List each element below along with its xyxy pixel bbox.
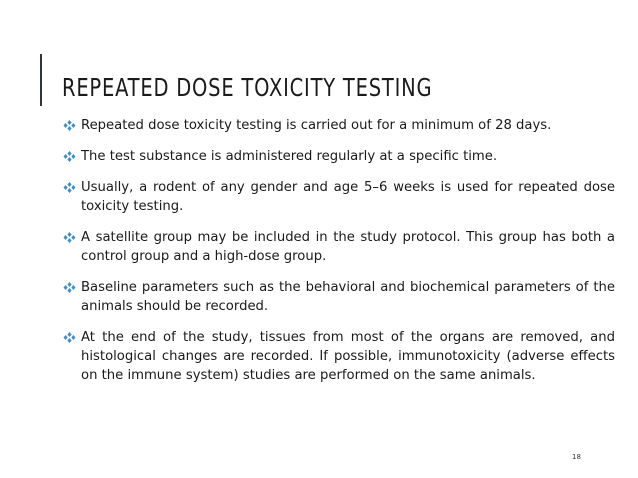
bullet-list — [63, 116, 615, 397]
four-diamond-icon — [63, 151, 76, 162]
four-diamond-icon — [63, 120, 76, 131]
bullet-text: Repeated dose toxicity testing is carried out for a minimum of 28 days. — [81, 118, 552, 133]
bullet-item — [63, 278, 615, 316]
bullet-item — [63, 228, 615, 266]
bullet-item — [63, 328, 615, 385]
four-diamond-icon — [63, 332, 76, 343]
four-diamond-icon — [63, 232, 76, 243]
four-diamond-icon — [63, 182, 76, 193]
bullet-item — [63, 116, 615, 135]
slide-title: REPEATED DOSE TOXICITY TESTING — [62, 73, 433, 102]
page-number: 18 — [572, 453, 581, 461]
bullet-text: At the end of the study, tissues from most of the organs are removed, and histological changes are recorded. If possible, immunotoxicity (adverse effects on the immune system) studies are performed on the same animals. — [81, 330, 615, 383]
title-accent-bar — [40, 54, 42, 106]
bullet-item — [63, 178, 615, 216]
bullet-item — [63, 147, 615, 166]
four-diamond-icon — [63, 282, 76, 293]
bullet-text: A satellite group may be included in the study protocol. This group has both a control group and a high-dose group. — [81, 230, 615, 264]
bullet-text: Usually, a rodent of any gender and age 5–6 weeks is used for repeated dose toxicity testing. — [81, 180, 615, 214]
bullet-text: Baseline parameters such as the behavioral and biochemical parameters of the animals should be recorded. — [81, 280, 615, 314]
bullet-text: The test substance is administered regularly at a specific time. — [81, 149, 498, 164]
